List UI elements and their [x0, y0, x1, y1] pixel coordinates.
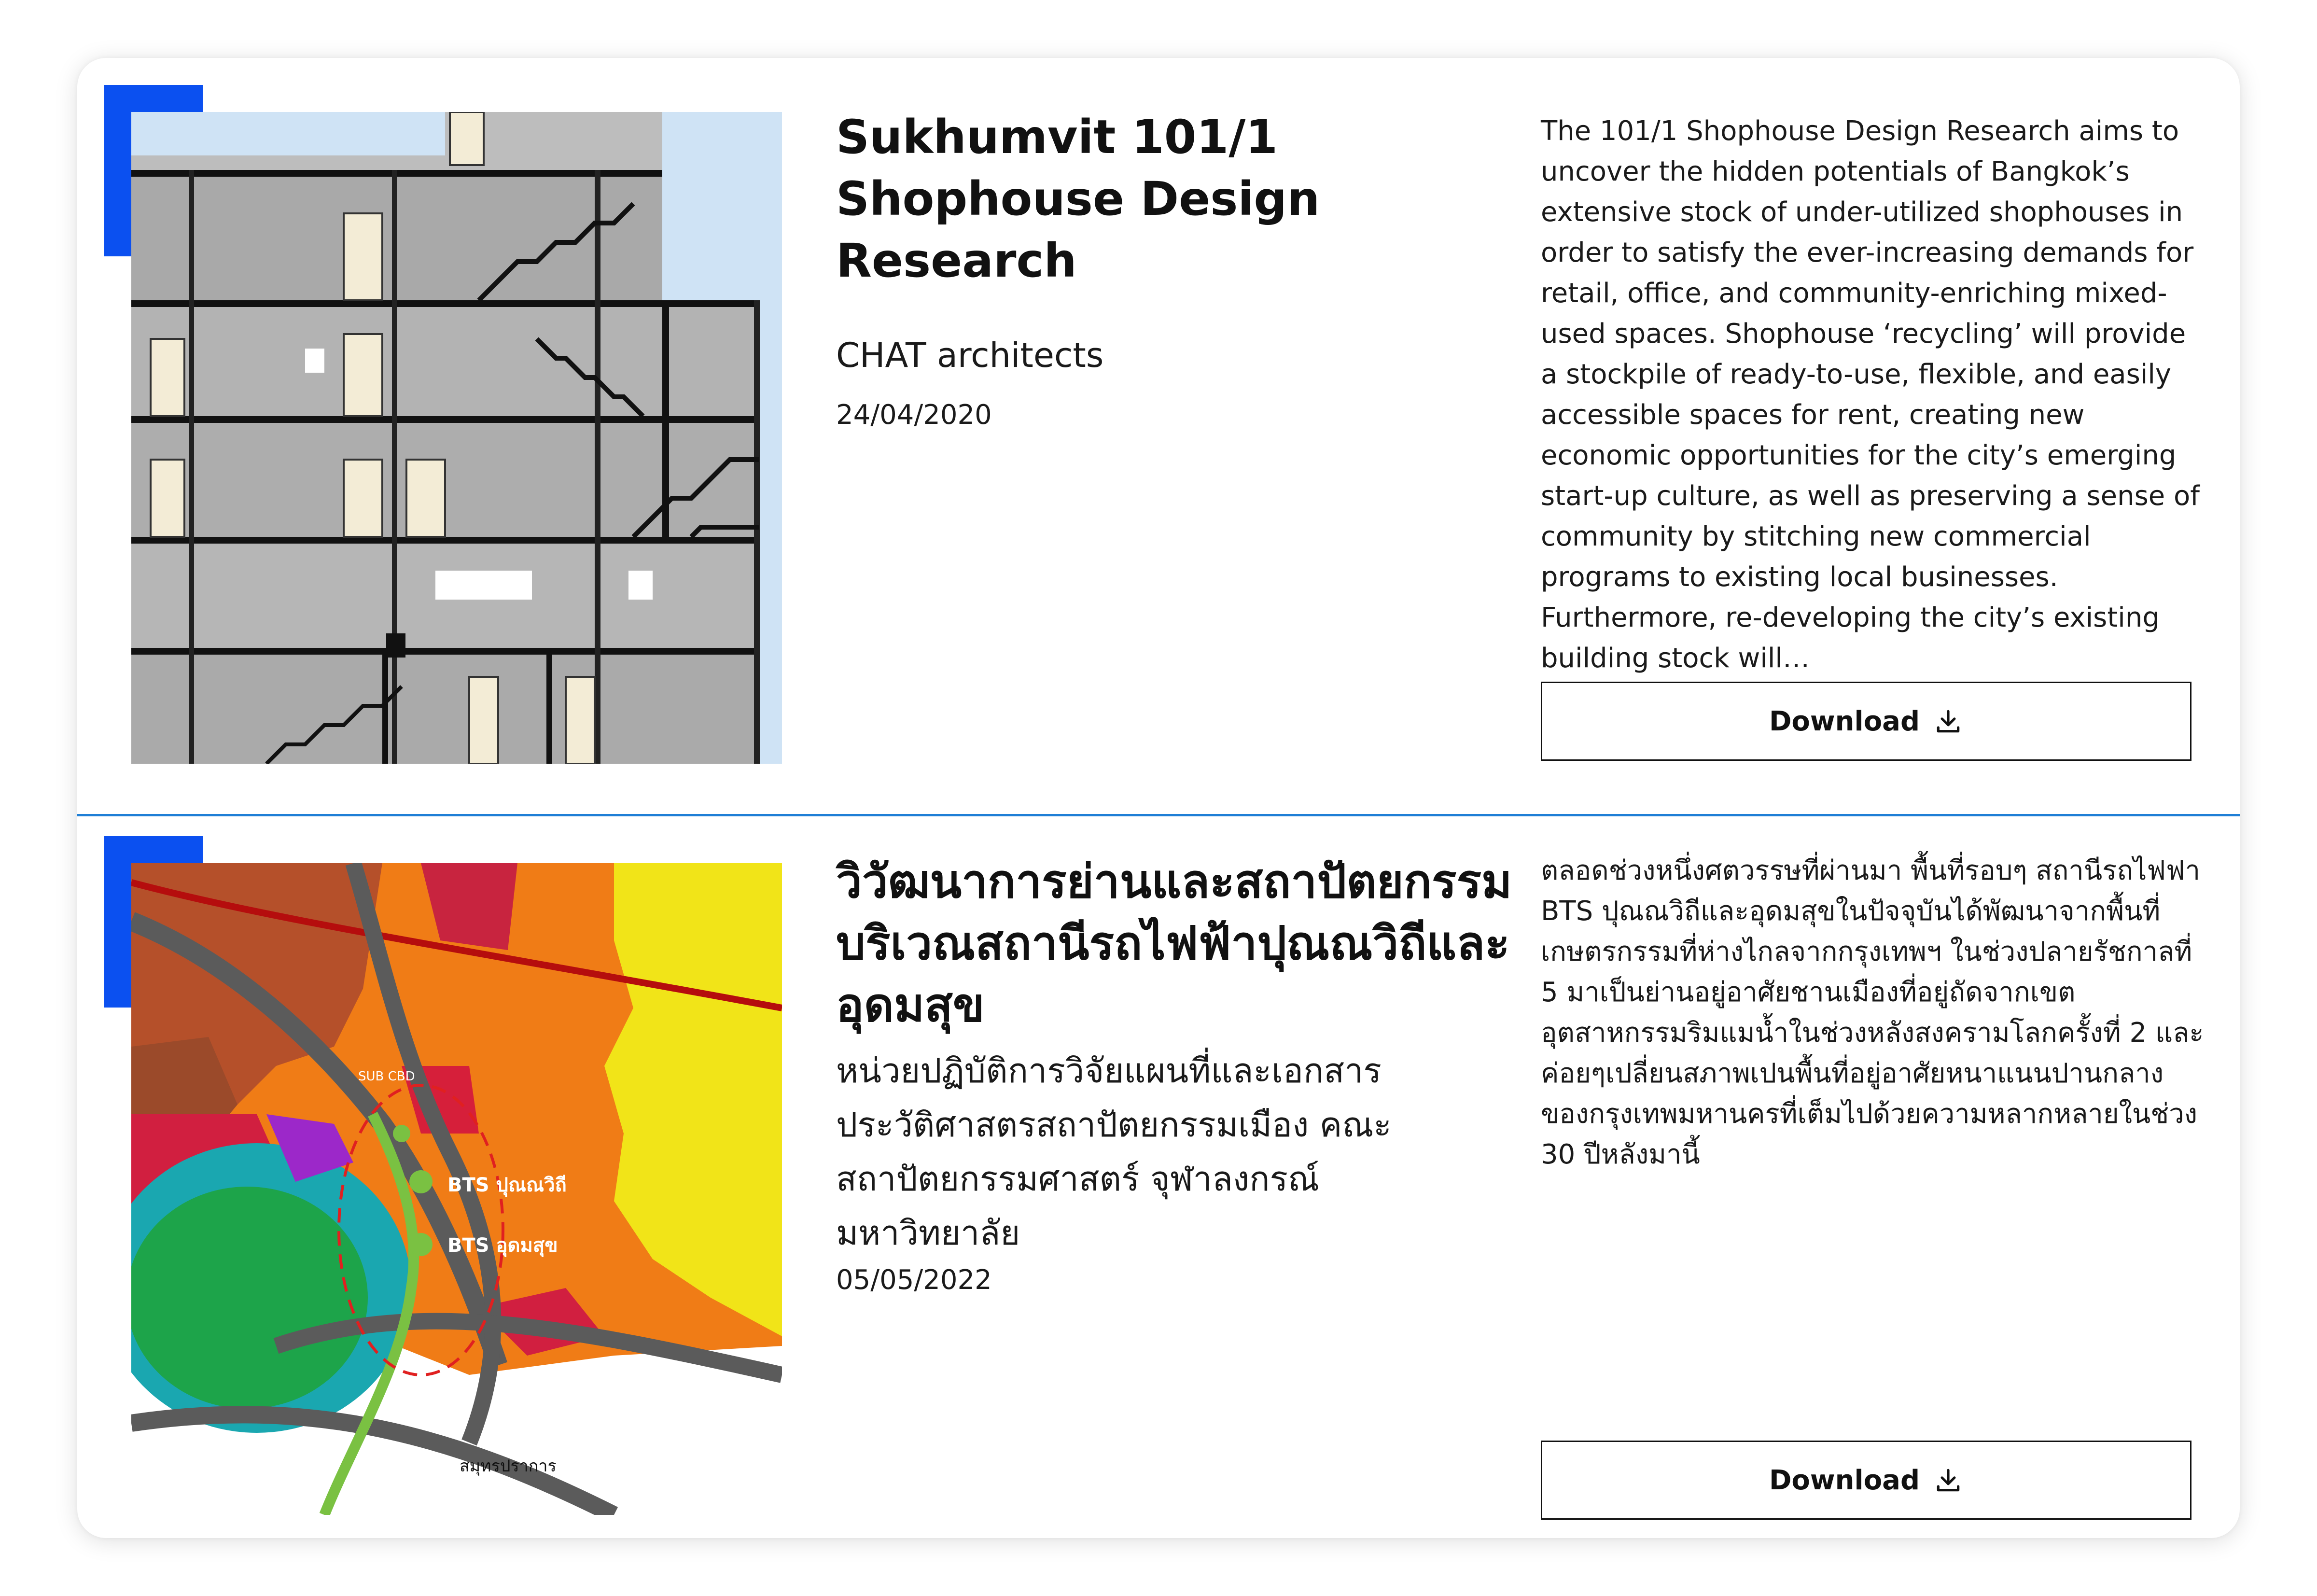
- research-author: หน่วยปฏิบัติการวิจัยแผนที่และเอกสารประวัติศาสตรสถาปัตยกรรมเมือง คณะสถาปัตยกรรมศาสตร์ จุฬาลงกรณ์มหาวิทยาลัย: [836, 1051, 1392, 1253]
- district-land-use-map-icon: [131, 863, 782, 1515]
- download-icon: [1933, 1465, 1963, 1495]
- research-title[interactable]: วิวัฒนาการย่านและสถาปัตยกรรมบริเวณสถานีรถไฟฟ้าปุณณวิถีและอุดมสุข: [836, 854, 1512, 1032]
- download-button-label: Download: [1769, 1464, 1920, 1496]
- research-date: 24/04/2020: [836, 399, 992, 431]
- research-date: 05/05/2022: [836, 1264, 992, 1296]
- research-list-card: [77, 58, 2240, 1538]
- research-thumbnail-map[interactable]: [131, 863, 782, 1515]
- download-icon: [1933, 706, 1963, 736]
- download-button[interactable]: [1541, 1441, 2191, 1520]
- research-thumbnail-building-section[interactable]: [131, 112, 782, 764]
- map-label-sub-cbd: SUB CBD: [358, 1069, 415, 1084]
- research-title[interactable]: Sukhumvit 101/1 Shophouse Design Research: [836, 110, 1320, 288]
- research-description: The 101/1 Shophouse Design Research aims to uncover the hidden potentials of Bangkok’s extensive stock of under-utilized shophouses in order to satisfy the ever-increasing demands for retail, office, and community-enriching mixed-used spaces. Shophouse ‘recycling’ will provide a stockpile of ready-to-use, flexible, and easily accessible spaces for rent, creating new economic opportunities for the city’s emerging start-up culture, as well as preserving a sense of community by stitching new commercial programs to existing local businesses. Furthermore, re-developing the city’s existing building stock will…: [1541, 115, 2200, 674]
- map-label-area: สมุทรปราการ: [460, 1456, 557, 1476]
- research-description: ตลอดช่วงหนึ่งศตวรรษที่ผ่านมา พื้นที่รอบๆ สถานีรถไฟฟา BTS ปุณณวิถีและอุดมสุขในปัจจุบันได้พัฒนาจากพื้นที่เกษตรกรรมที่ห่างไกลจากกรุงเทพฯ ในช่วงปลายรัชกาลที่ 5 มาเป็นย่านอยู่อาศัยชานเมืองที่อยู่ถัดจากเขตอุตสาหกรรมริมแมน้ำในช่วงหลังสงครามโลกครั้งที่ 2 และค่อยๆเปลี่ยนสภาพเปนพื้นที่อยู่อาศัยหนาแนนปานกลางของกรุงเทพมหานครที่เต็มไปด้วยความหลากหลายในช่วง 30 ปีหลังมานี้: [1541, 855, 2204, 1170]
- entry-divider: [77, 814, 2240, 816]
- research-entry: [77, 58, 2240, 797]
- map-label-station-1: BTS ปุณณวิถี: [447, 1174, 567, 1196]
- download-button[interactable]: [1541, 682, 2191, 761]
- map-label-station-2: BTS อุดมสุข: [447, 1234, 558, 1257]
- research-author: CHAT architects: [836, 336, 1104, 375]
- download-button-label: Download: [1769, 705, 1920, 737]
- building-section-drawing-icon: [131, 112, 782, 764]
- research-entry: [77, 817, 2240, 1538]
